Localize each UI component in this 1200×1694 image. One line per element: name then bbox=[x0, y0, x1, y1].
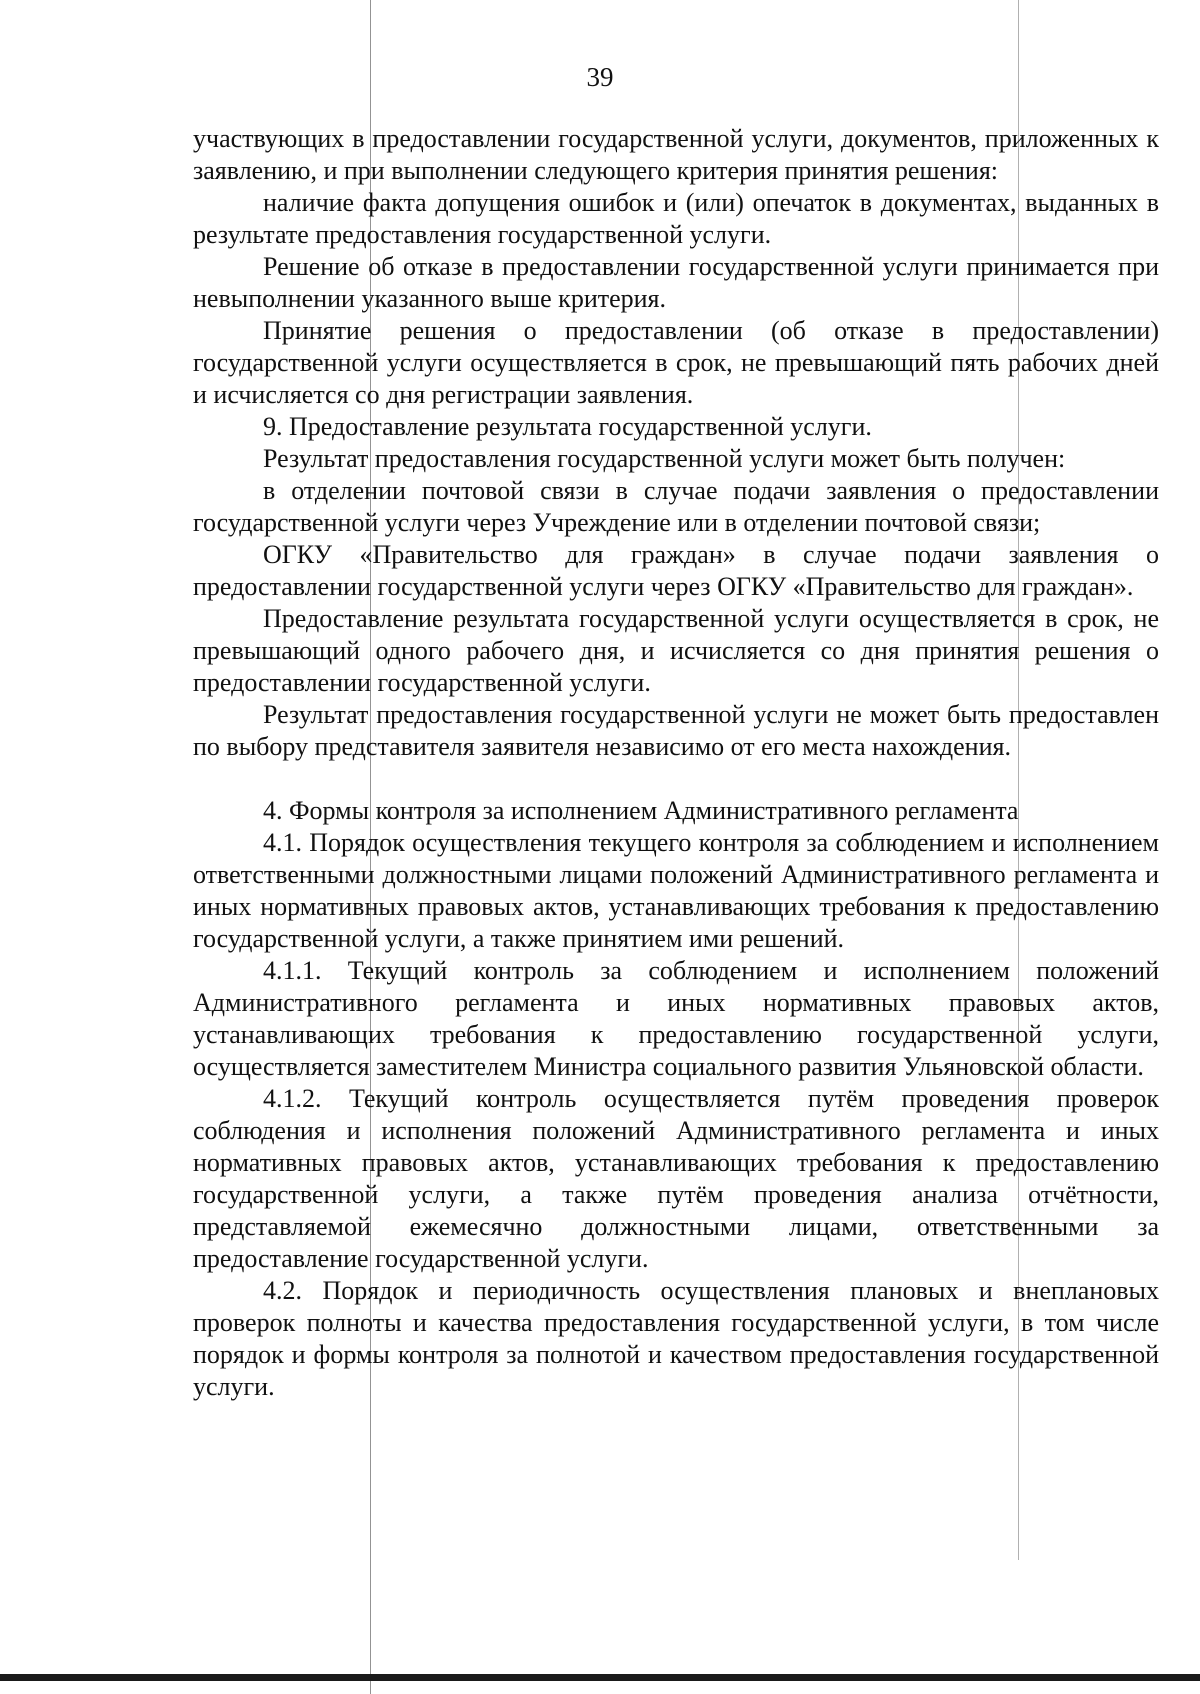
paragraph: Принятие решения о предоставлении (об отказе в предоставлении) государственной услуги осуществляется в срок, не превышающий пять рабочих дней и исчисляется со дня регистрации заявления. bbox=[193, 316, 1159, 409]
paragraph: ОГКУ «Правительство для граждан» в случае подачи заявления о предоставлении государственной услуги через ОГКУ «Правительство для граждан». bbox=[193, 540, 1159, 601]
paragraph: в отделении почтовой связи в случае подачи заявления о предоставлении государственной услуги через Учреждение или в отделении почтовой связи; bbox=[193, 476, 1159, 537]
paragraph: Результат предоставления государственной услуги может быть получен: bbox=[263, 444, 1066, 473]
paragraph: Предоставление результата государственной услуги осуществляется в срок, не превышающий одного рабочего дня, и исчисляется со дня принятия решения о предоставлении государственной услуги. bbox=[193, 604, 1159, 697]
scan-bottom-edge bbox=[0, 1674, 1200, 1681]
paragraph: 4.2. Порядок и периодичность осуществления плановых и внеплановых проверок полноты и качества предоставления государственной услуги, в том числе порядок и формы контроля за полнотой и качеством предоставления государственной услуги. bbox=[193, 1276, 1159, 1401]
body-text bbox=[193, 123, 1159, 1403]
paragraph: 4.1. Порядок осуществления текущего контроля за соблюдением и исполнением ответственными должностными лицами положений Административного регламента и иных нормативных правовых актов, устанавливающих требования к предоставлению государственной услуги, а также принятием ими решений. bbox=[193, 828, 1159, 953]
page-number: 39 bbox=[586, 62, 614, 92]
section-heading: 4. Формы контроля за исполнением Административного регламента bbox=[263, 796, 1019, 825]
paragraph: 4.1.1. Текущий контроль за соблюдением и исполнением положений Административного регламента и иных нормативных правовых актов, устанавливающих требования к предоставлению государственной услуги, осуществляется заместителем Министра социального развития Ульяновской области. bbox=[193, 956, 1159, 1081]
paragraph: Решение об отказе в предоставлении государственной услуги принимается при невыполнении указанного выше критерия. bbox=[193, 252, 1159, 313]
paragraph: 9. Предоставление результата государственной услуги. bbox=[263, 412, 872, 441]
paragraph: Результат предоставления государственной услуги не может быть предоставлен по выбору представителя заявителя независимо от его места нахождения. bbox=[193, 700, 1159, 761]
paragraph: наличие факта допущения ошибок и (или) опечаток в документах, выданных в результате предоставления государственной услуги. bbox=[193, 188, 1159, 249]
paragraph: участвующих в предоставлении государственной услуги, документов, приложенных к заявлению, и при выполнении следующего критерия принятия решения: bbox=[193, 124, 1159, 185]
paragraph: 4.1.2. Текущий контроль осуществляется путём проведения проверок соблюдения и исполнения положений Административного регламента и иных нормативных правовых актов, устанавливающих требования к предоставлению государственной услуги, а также путём проведения анализа отчётности, представляемой ежемесячно должностными лицами, ответственными за предоставление государственной услуги. bbox=[193, 1084, 1159, 1273]
